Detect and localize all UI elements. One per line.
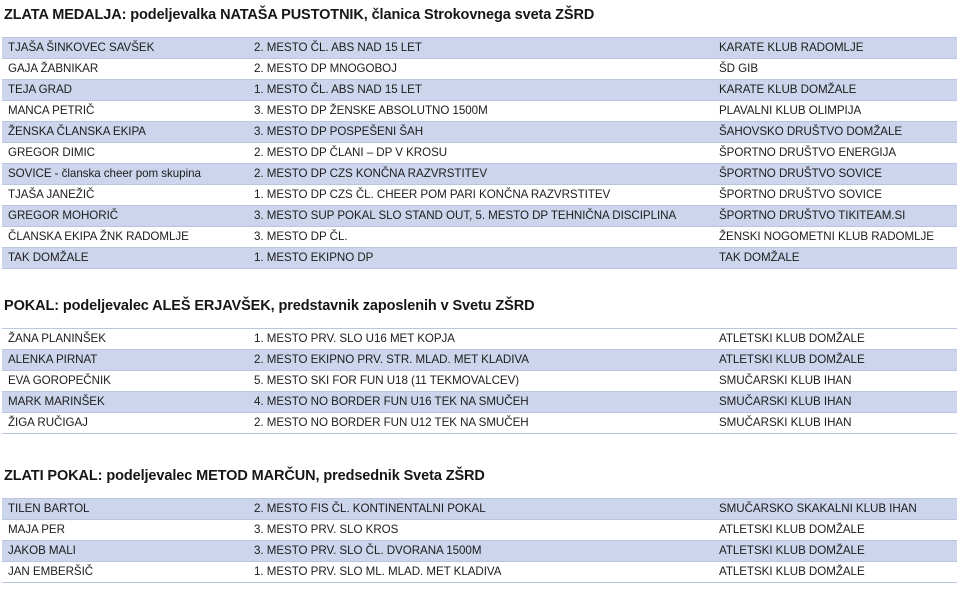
award-club: ATLETSKI KLUB DOMŽALE <box>713 328 957 349</box>
award-club: ŠAHOVSKO DRUŠTVO DOMŽALE <box>713 121 957 142</box>
award-recipient-name: TEJA GRAD <box>2 79 248 100</box>
award-section-zlati-pokal <box>0 469 964 583</box>
table-row <box>2 100 957 121</box>
table-row <box>2 142 957 163</box>
award-recipient-name: ŽENSKA ČLANSKA EKIPA <box>2 121 248 142</box>
award-achievement: 1. MESTO ČL. ABS NAD 15 LET <box>248 79 713 100</box>
award-recipient-name: TJAŠA JANEŽIČ <box>2 184 248 205</box>
award-recipient-name: ČLANSKA EKIPA ŽNK RADOMLJE <box>2 226 248 247</box>
award-club: ATLETSKI KLUB DOMŽALE <box>713 349 957 370</box>
section-heading: ZLATI POKAL: podeljevalec METOD MARČUN, predsednik Sveta ZŠRD <box>4 468 485 484</box>
awards-table-body <box>2 328 957 433</box>
award-recipient-name: TILEN BARTOL <box>2 498 248 519</box>
award-recipient-name: GAJA ŽABNIKAR <box>2 58 248 79</box>
award-achievement: 1. MESTO PRV. SLO ML. MLAD. MET KLADIVA <box>248 561 713 582</box>
award-achievement: 2. MESTO DP ČLANI – DP V KROSU <box>248 142 713 163</box>
award-achievement: 3. MESTO DP ŽENSKE ABSOLUTNO 1500M <box>248 100 713 121</box>
award-achievement: 1. MESTO PRV. SLO U16 MET KOPJA <box>248 328 713 349</box>
award-achievement: 2. MESTO DP CZS KONČNA RAZVRSTITEV <box>248 163 713 184</box>
table-row <box>2 184 957 205</box>
award-club: KARATE KLUB RADOMLJE <box>713 37 957 58</box>
award-achievement: 4. MESTO NO BORDER FUN U16 TEK NA SMUČEH <box>248 391 713 412</box>
award-achievement: 2. MESTO ČL. ABS NAD 15 LET <box>248 37 713 58</box>
awards-table <box>2 328 957 434</box>
award-recipient-name: MARK MARINŠEK <box>2 391 248 412</box>
award-achievement: 1. MESTO EKIPNO DP <box>248 247 713 268</box>
award-club: ŠPORTNO DRUŠTVO ENERGIJA <box>713 142 957 163</box>
table-row <box>2 226 957 247</box>
table-row <box>2 79 957 100</box>
award-section-zlata-medalja <box>0 8 964 269</box>
award-achievement: 3. MESTO DP ČL. <box>248 226 713 247</box>
award-club: ŠPORTNO DRUŠTVO SOVICE <box>713 163 957 184</box>
award-achievement: 3. MESTO PRV. SLO KROS <box>248 519 713 540</box>
awards-table-body <box>2 37 957 268</box>
table-row <box>2 519 957 540</box>
award-club: ŠPORTNO DRUŠTVO TIKITEAM.SI <box>713 205 957 226</box>
awards-table <box>2 37 957 269</box>
award-club: ATLETSKI KLUB DOMŽALE <box>713 540 957 561</box>
award-recipient-name: TAK DOMŽALE <box>2 247 248 268</box>
award-achievement: 3. MESTO PRV. SLO ČL. DVORANA 1500M <box>248 540 713 561</box>
award-club: ŠD GIB <box>713 58 957 79</box>
award-recipient-name: GREGOR MOHORIČ <box>2 205 248 226</box>
award-club: PLAVALNI KLUB OLIMPIJA <box>713 100 957 121</box>
award-achievement: 2. MESTO NO BORDER FUN U12 TEK NA SMUČEH <box>248 412 713 433</box>
award-recipient-name: JAN EMBERŠIČ <box>2 561 248 582</box>
awards-table <box>2 498 957 583</box>
table-row <box>2 37 957 58</box>
table-row <box>2 328 957 349</box>
award-recipient-name: ŽIGA RUČIGAJ <box>2 412 248 433</box>
award-recipient-name: ALENKA PIRNAT <box>2 349 248 370</box>
award-recipient-name: ŽANA PLANINŠEK <box>2 328 248 349</box>
award-recipient-name: TJAŠA ŠINKOVEC SAVŠEK <box>2 37 248 58</box>
award-club: KARATE KLUB DOMŽALE <box>713 79 957 100</box>
table-row <box>2 412 957 433</box>
table-row <box>2 247 957 268</box>
award-achievement: 5. MESTO SKI FOR FUN U18 (11 TEKMOVALCEV) <box>248 370 713 391</box>
award-recipient-name: SOVICE - članska cheer pom skupina <box>2 163 248 184</box>
award-club: ATLETSKI KLUB DOMŽALE <box>713 519 957 540</box>
award-achievement: 2. MESTO FIS ČL. KONTINENTALNI POKAL <box>248 498 713 519</box>
award-achievement: 2. MESTO DP MNOGOBOJ <box>248 58 713 79</box>
award-club: ŽENSKI NOGOMETNI KLUB RADOMLJE <box>713 226 957 247</box>
table-row <box>2 205 957 226</box>
table-row <box>2 349 957 370</box>
award-club: TAK DOMŽALE <box>713 247 957 268</box>
table-row <box>2 498 957 519</box>
award-recipient-name: GREGOR DIMIC <box>2 142 248 163</box>
award-recipient-name: JAKOB MALI <box>2 540 248 561</box>
section-heading: ZLATA MEDALJA: podeljevalka NATAŠA PUSTOTNIK, članica Strokovnega sveta ZŠRD <box>4 7 595 23</box>
table-row <box>2 391 957 412</box>
award-club: SMUČARSKO SKAKALNI KLUB IHAN <box>713 498 957 519</box>
award-club: SMUČARSKI KLUB IHAN <box>713 370 957 391</box>
award-recipient-name: MAJA PER <box>2 519 248 540</box>
award-achievement: 1. MESTO DP CZS ČL. CHEER POM PARI KONČNA RAZVRSTITEV <box>248 184 713 205</box>
award-club: ŠPORTNO DRUŠTVO SOVICE <box>713 184 957 205</box>
award-recipient-name: MANCA PETRIČ <box>2 100 248 121</box>
section-heading: POKAL: podeljevalec ALEŠ ERJAVŠEK, predstavnik zaposlenih v Svetu ZŠRD <box>4 298 535 314</box>
table-row <box>2 121 957 142</box>
table-row <box>2 163 957 184</box>
table-row <box>2 370 957 391</box>
table-row <box>2 58 957 79</box>
award-club: ATLETSKI KLUB DOMŽALE <box>713 561 957 582</box>
table-row <box>2 561 957 582</box>
award-achievement: 3. MESTO SUP POKAL SLO STAND OUT, 5. MESTO DP TEHNIČNA DISCIPLINA <box>248 205 713 226</box>
table-row <box>2 540 957 561</box>
award-achievement: 3. MESTO DP POSPEŠENI ŠAH <box>248 121 713 142</box>
award-recipient-name: EVA GOROPEČNIK <box>2 370 248 391</box>
award-club: SMUČARSKI KLUB IHAN <box>713 412 957 433</box>
award-achievement: 2. MESTO EKIPNO PRV. STR. MLAD. MET KLADIVA <box>248 349 713 370</box>
award-section-pokal <box>0 299 964 434</box>
awards-table-body <box>2 498 957 582</box>
award-club: SMUČARSKI KLUB IHAN <box>713 391 957 412</box>
